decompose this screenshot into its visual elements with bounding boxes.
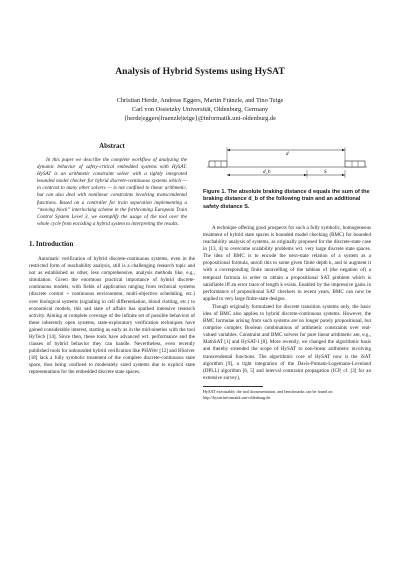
following-train bbox=[209, 161, 227, 167]
label-db: d_b bbox=[263, 170, 271, 175]
footnote-rule bbox=[203, 386, 263, 387]
leading-train bbox=[345, 161, 365, 167]
author-affiliation: Carl von Ossietzky Universität, Oldenburg, Germany bbox=[131, 106, 269, 113]
abstract-heading: Abstract bbox=[99, 143, 125, 150]
figure-1 bbox=[203, 142, 371, 184]
abstract-text: In this paper we describe the complete workflow of analyzing the dynamic behavior of safety-critical embedded systems with HySAT. HySAT is an arithmetic constraint solver with a tightly integrated bounded model checker for hybrid discrete-continuous systems which — in contrast to many other solvers — is not confined to linear arithmetic, but can also deal with nonlinear constraints involving transcendental functions. Based on a controller for train separation implementing a “moving block” interlocking scheme in the forthcoming European Train Control System Level 3, we exemplify the usage of the tool over the whole cycle from encoding a hybrid system to interpreting the results. bbox=[37, 157, 187, 227]
author-block bbox=[0, 96, 400, 123]
left-column bbox=[29, 142, 195, 377]
figure-1-caption: Figure 1. The absolute braking distance d equals the sum of the braking distance d_b of the following train and an additional safety distance S. bbox=[203, 189, 370, 210]
label-s: S bbox=[324, 170, 327, 175]
introduction-heading: 1. Introduction bbox=[29, 240, 74, 248]
footnote-text: HySAT executable, the tool documentation, and benchmarks can be found on http://hysat.informatik.uni-oldenburg.de. bbox=[203, 388, 333, 400]
footnote-area bbox=[203, 386, 371, 400]
author-names: Christian Herde, Andreas Eggers, Martin Fränzle, and Tino Teige bbox=[116, 97, 284, 104]
label-d: d bbox=[286, 152, 289, 157]
braking-distance-diagram bbox=[203, 142, 371, 184]
right-paragraph-2: Though originally formulated for discrete transition systems only, the basic idea of BMC also applies to hybrid discrete-continuous systems. However, the BMC formulae arising from such systems are no longer purely propositional, but comprise complex Boolean combinations of arithmetic constraints over real-valued variables. Constraint and BMC solvers for pure linear arithmetic are, e.g., MathSAT [1] and HySAT-I [8]. More recently, we changed the algorithmic basis and thereby extended the scope of HySAT to non-linear arithmetic involving transcendental functions. The algorithmic core of HySAT now is the iSAT algorithm [9], a tight integration of the Davis-Putnam-Logemann-Loveland (DPLL) algorithm [6, 5] and interval constraint propagation (ICP, cf. [3] for an extensive survey), bbox=[203, 303, 371, 381]
introduction-text: Automatic verification of hybrid discrete-continuous systems, even in the restricted form of reachability analysis, still is a challenging research topic and not as established as other, less comprehensive, analysis methods like, e.g., simulation. Given the enormous practical importance of hybrid discrete-continuous models, with fields of application ranging from technical systems (discrete control + continuous environment, multi-objective scheduling, etc.) over biological systems (signaling in cell differentiation, blood clotting, etc.) to economical models, this sad state of affairs has sparked intensive research activity. Aiming at complete coverage of the infinite set of possible behaviors of these inherently open systems, state-exploratory verification techniques have gained considerable interest, starting as early as in the mid-nineties with the tool HyTech [14]. Since then, these tools have advanced wrt. performance and the classes of hybrid behavior they can handle. Nevertheless, even recently published tools for unbounded hybrid verification like PHAVer [12] and HSolver [18] lack a fully symbolic treatment of the complete discrete-continuous state space, thus being confined to moderately sized systems due to explicit state representations for the embedded discrete state spaces. bbox=[29, 255, 195, 376]
author-emails: {herde|eggers|fraenzle|teige}@informatik.uni-oldenburg.de bbox=[123, 115, 276, 122]
paper-title: Analysis of Hybrid Systems using HySAT bbox=[115, 66, 285, 77]
right-column bbox=[203, 142, 371, 400]
right-paragraph-1: A technique offering good prospects for such a fully symbolic, homogeneous treatment of hybrid state spaces is bounded model checking (BMC) for bounded reachability analysis of systems, as originally proposed for the discrete-state case in [13, 4] to overcome scalability problems wrt. very large discrete state spaces. The idea of BMC is to encode the next-state relation of a system as a propositional formula, unroll this to some given finite depth k, and to augment it with a corresponding finite unravelling of the tableau of (the negation of) a temporal formula in order to obtain a propositional SAT problem which is satisfiable iff an error trace of length k exists. Enabled by the impressive gains in performance of propositional SAT checkers in recent years, BMC can now be applied to very large finite-state designs. bbox=[203, 224, 371, 302]
